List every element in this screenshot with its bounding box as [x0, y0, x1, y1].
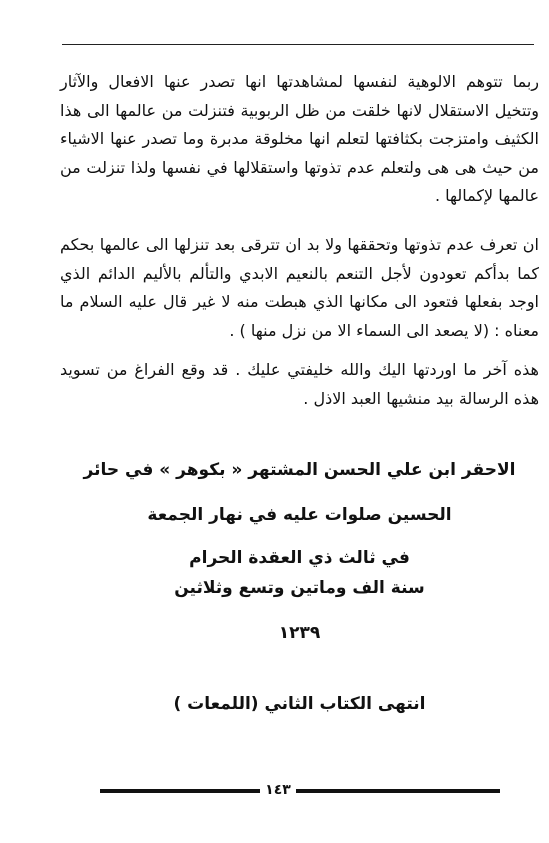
- paragraph-3: هذه آخر ما اوردتها اليك والله خليفتي عليك . قد وقع الفراغ من تسويد هذه الرسالة بيد منشيها العبد الاذل .: [60, 360, 539, 408]
- colophon-line-4: سنة الف وماتين وتسع وثلاثين: [174, 578, 425, 598]
- paragraph-2: ان تعرف عدم تذوتها وتحققها ولا بد ان تترقى بعد تنزلها الى عالمها بحكم كما بدأكم تعودون لأجل التنعم بالنعيم الابدي والتألم بالأليم الدائم الذي اوجد بفعلها فتعود الى مكانها الذي هبطت منه لا غير قال عليه السلام ما معناه : (لا يصعد الى السماء الا من نزل منها ) .: [60, 235, 539, 340]
- colophon-line-3: في ثالث ذي العقدة الحرام: [189, 548, 410, 568]
- colophon-line-2: الحسين صلوات عليه في نهار الجمعة: [147, 505, 452, 525]
- paragraph-1: ربما تتوهم الالوهية لنفسها لمشاهدتها انها تصدر عنها الافعال والآثار وتتخيل الاستقلال لانها خلقت من ظل الربوبية فتنزلت من عالمها الى هذا الكثيف وامتزجت بكثافتها لتعلم انها مخلوقة مدبرة وما تصدر عنها الاشياء من حيث هى هى ولتعلم عدم تذوتها واستقلالها في نفسها ولذا تنزلت من عالمها لإكمالها .: [60, 72, 539, 205]
- colophon-line-1: الاحقر ابن علي الحسن المشتهر « بكوهر » في حائر: [83, 460, 516, 480]
- book-ending-title: انتهى الكتاب الثاني (اللمعات ): [173, 694, 426, 714]
- header-rule: [62, 44, 534, 45]
- footer-rule-right: [296, 789, 500, 793]
- colophon-year: ١٢٣٩: [278, 623, 321, 643]
- footer-rule-left: [100, 789, 260, 793]
- page-footer: [100, 780, 500, 800]
- page-number: ١٤٣: [265, 782, 291, 798]
